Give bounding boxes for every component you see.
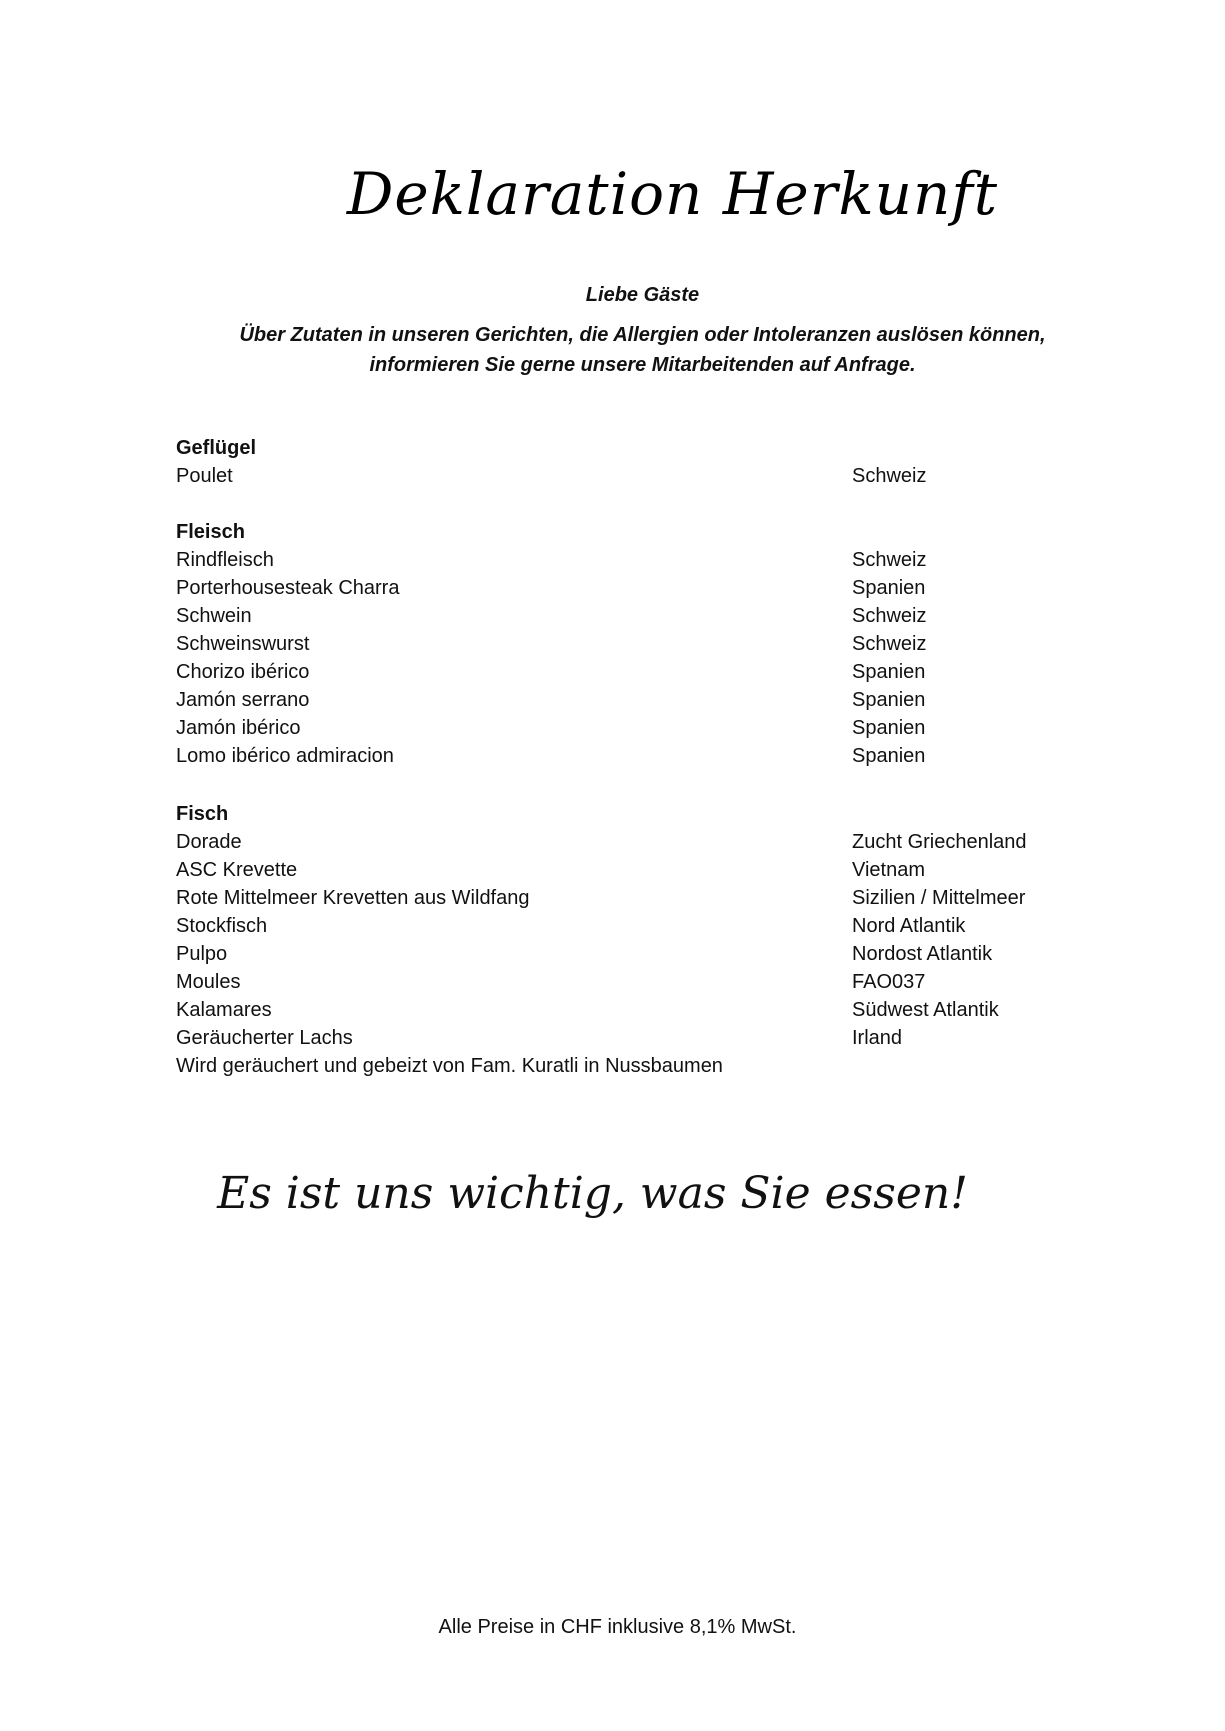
item-origin: Vietnam — [852, 859, 926, 881]
item-name: Chorizo ibérico — [176, 661, 310, 683]
section-fisch — [176, 800, 1076, 1080]
section-title: Fleisch — [176, 521, 245, 543]
item-origin: Schweiz — [852, 605, 927, 627]
item-name: Jamón ibérico — [176, 717, 301, 739]
table-row — [176, 856, 1076, 884]
table-row — [176, 714, 1076, 742]
item-origin: FAO037 — [852, 971, 926, 993]
table-row — [176, 630, 1076, 658]
section-title: Geflügel — [176, 437, 257, 459]
item-origin: Nordost Atlantik — [852, 943, 993, 965]
intro-line-1: Über Zutaten in unseren Gerichten, die Allergien oder Intoleranzen auslösen können, — [239, 324, 1046, 346]
slogan: Es ist uns wichtig, was Sie essen! — [217, 1168, 968, 1219]
item-name: Rote Mittelmeer Krevetten aus Wildfang — [176, 887, 530, 909]
item-origin: Schweiz — [852, 465, 927, 487]
item-name: Geräucherter Lachs — [176, 1027, 353, 1049]
item-origin: Spanien — [852, 577, 926, 599]
item-name: Porterhousesteak Charra — [176, 577, 400, 599]
item-origin: Schweiz — [852, 633, 927, 655]
item-origin: Irland — [852, 1027, 903, 1049]
intro-line-2: informieren Sie gerne unsere Mitarbeitenden auf Anfrage. — [369, 354, 916, 376]
table-row — [176, 462, 1076, 490]
table-row — [176, 602, 1076, 630]
item-name: Lomo ibérico admiracion — [176, 745, 394, 767]
item-name: Schweinswurst — [176, 633, 310, 655]
greeting: Liebe Gäste — [585, 284, 700, 306]
section-title: Fisch — [176, 803, 229, 825]
item-origin: Spanien — [852, 717, 926, 739]
item-origin: Spanien — [852, 661, 926, 683]
supplier-note: Wird geräuchert und gebeizt von Fam. Kuratli in Nussbaumen — [176, 1055, 723, 1077]
price-footer: Alle Preise in CHF inklusive 8,1% MwSt. — [438, 1616, 797, 1638]
section-fleisch — [176, 518, 1076, 770]
section-gefluegel — [176, 434, 1076, 490]
item-origin: Südwest Atlantik — [852, 999, 999, 1021]
item-origin: Spanien — [852, 689, 926, 711]
item-origin: Spanien — [852, 745, 926, 767]
item-name: Kalamares — [176, 999, 272, 1021]
table-row — [176, 996, 1076, 1024]
item-name: Poulet — [176, 465, 233, 487]
item-origin: Sizilien / Mittelmeer — [852, 887, 1026, 909]
table-row — [176, 574, 1076, 602]
table-row — [176, 912, 1076, 940]
item-name: Dorade — [176, 831, 242, 853]
item-name: Rindfleisch — [176, 549, 274, 571]
item-name: Jamón serrano — [176, 689, 310, 711]
table-row — [176, 884, 1076, 912]
table-row — [176, 940, 1076, 968]
item-origin: Zucht Griechenland — [852, 831, 1027, 853]
item-name: Stockfisch — [176, 915, 268, 937]
table-row — [176, 968, 1076, 996]
intro-text — [0, 320, 1225, 380]
item-origin: Nord Atlantik — [852, 915, 966, 937]
item-name: Pulpo — [176, 943, 228, 965]
item-name: Schwein — [176, 605, 252, 627]
item-name: ASC Krevette — [176, 859, 298, 881]
table-row — [176, 828, 1076, 856]
table-row — [176, 658, 1076, 686]
item-name: Moules — [176, 971, 241, 993]
page-title: Deklaration Herkunft — [346, 160, 999, 228]
table-row — [176, 1024, 1076, 1052]
table-row — [176, 742, 1076, 770]
item-origin: Schweiz — [852, 549, 927, 571]
table-row — [176, 546, 1076, 574]
table-row — [176, 686, 1076, 714]
